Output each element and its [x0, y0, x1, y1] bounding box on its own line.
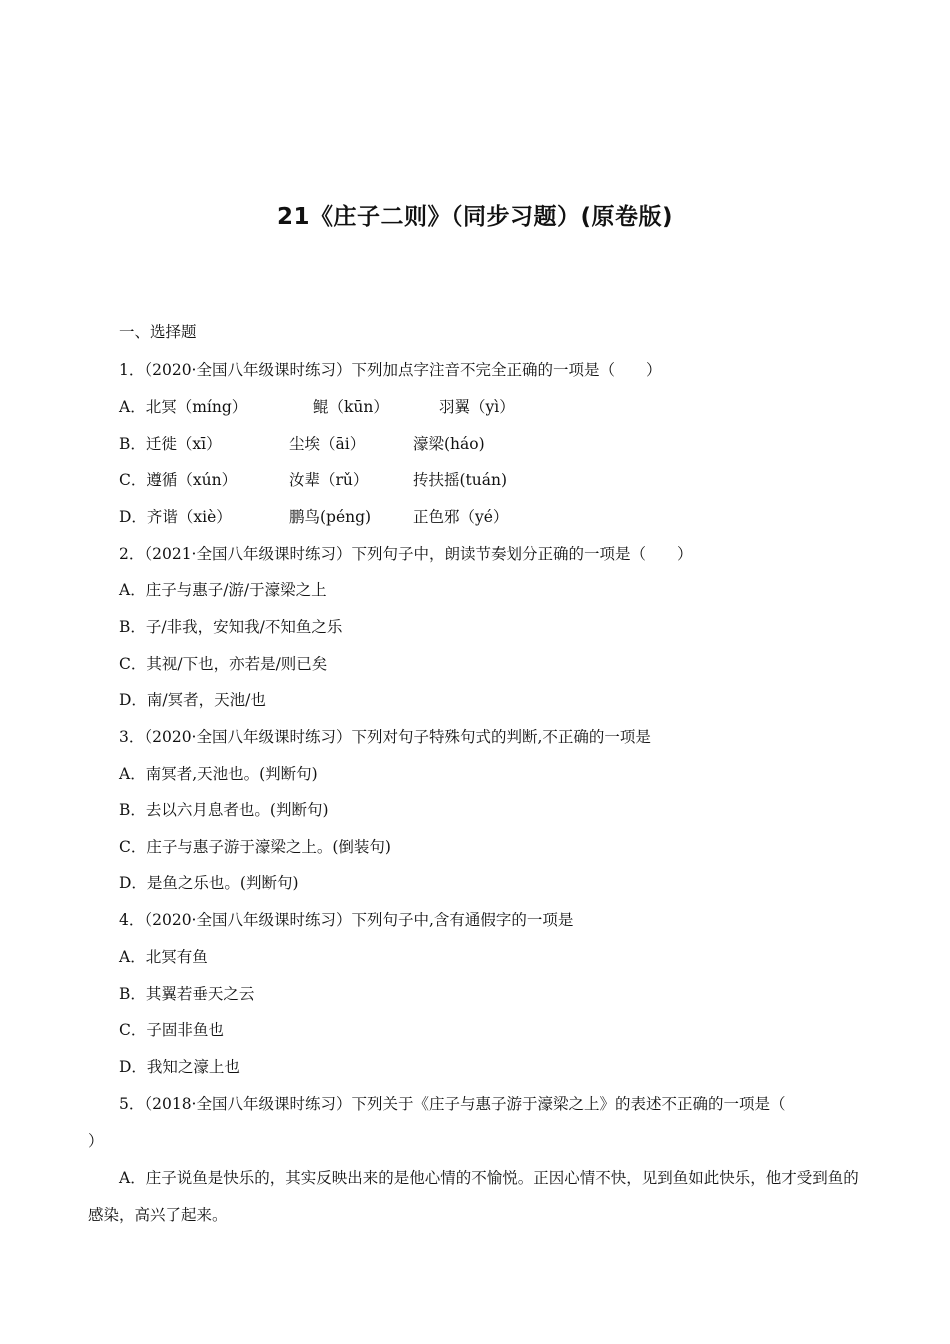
q1-option-a-2: 鲲（kūn）: [313, 398, 389, 416]
q2-option-a: A．庄子与惠子/游/于濠梁之上: [119, 581, 327, 599]
q4-option-a: A．北冥有鱼: [119, 948, 208, 966]
question-3-stem: 3．（2020·全国八年级课时练习）下列对句子特殊句式的判断,不正确的一项是: [119, 728, 651, 746]
q1-option-b-3: 濠梁(háo): [413, 435, 485, 453]
q1-option-d-1: D．齐谐（xiè）: [119, 508, 232, 526]
q3-option-d: D．是鱼之乐也。(判断句): [119, 874, 299, 892]
question-5-stem: 5．（2018·全国八年级课时练习）下列关于《庄子与惠子游于濠梁之上》的表述不正确的一项是（: [119, 1095, 786, 1113]
section-heading: 一、选择题: [119, 323, 197, 341]
q2-option-b: B．子/非我，安知我/不知鱼之乐: [119, 618, 343, 636]
question-4-stem: 4．（2020·全国八年级课时练习）下列句子中,含有通假字的一项是: [119, 911, 574, 929]
q3-option-a: A．南冥者,天池也。(判断句): [119, 765, 318, 783]
q4-option-d: D．我知之濠上也: [119, 1058, 240, 1076]
q1-option-b-2: 尘埃（āi）: [289, 435, 366, 453]
q3-option-b: B．去以六月息者也。(判断句): [119, 801, 329, 819]
q2-option-c: C．其视/下也，亦若是/则已矣: [119, 655, 328, 673]
q1-option-c-1: C．遵循（xún）: [119, 471, 238, 489]
q3-option-c: C．庄子与惠子游于濠梁之上。(倒装句): [119, 838, 391, 856]
q1-option-b-1: B．迁徙（xī）: [119, 435, 222, 453]
q1-option-a-3: 羽翼（yì）: [439, 398, 515, 416]
q1-option-c-3: 抟扶摇(tuán): [413, 471, 508, 489]
q1-option-c-2: 汝辈（rǔ）: [289, 471, 369, 489]
q1-option-a-1: A．北冥（míng）: [119, 398, 248, 416]
question-1-stem: 1．（2020·全国八年级课时练习）下列加点字注音不完全正确的一项是（ ）: [119, 361, 662, 379]
page-title: 21《庄子二则》（同步习题）(原卷版): [276, 204, 674, 230]
q4-option-b: B．其翼若垂天之云: [119, 985, 255, 1003]
question-5-stem-end: ）: [88, 1132, 104, 1150]
q5-option-a: A．庄子说鱼是快乐的，其实反映出来的是他心情的不愉悦。正因心情不快，见到鱼如此快乐，他才受到鱼的感染，高兴了起来。: [88, 1169, 859, 1224]
q1-option-d-2: 鹏鸟(péng): [289, 508, 372, 526]
q4-option-c: C．子固非鱼也: [119, 1021, 224, 1039]
question-2-stem: 2．（2021·全国八年级课时练习）下列句子中，朗读节奏划分正确的一项是（ ）: [119, 545, 693, 563]
q1-option-d-3: 正色邪（yé）: [413, 508, 509, 526]
q2-option-d: D．南/冥者，天池/也: [119, 691, 266, 709]
